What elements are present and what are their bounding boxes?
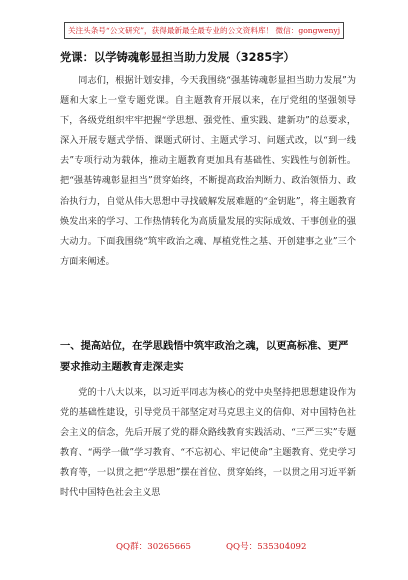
section-1-heading: 一、提高站位，在学思践悟中筑牢政治之魂，以更高标准、更严要求推动主题教育走深走实 <box>60 340 349 373</box>
section-1-body <box>60 383 356 504</box>
intro-section <box>60 71 356 272</box>
header-banner: 关注头条号“公文研究”，获得最新最全最专业的公文资料库！ 微信：gongwenyj <box>64 22 344 39</box>
footer-qq-group: QQ群：30265665 <box>116 542 192 552</box>
document-title: 党课：以学铸魂彰显担当助力发展（3285字） <box>60 51 295 64</box>
intro-paragraph: 同志们，根据计划安排，今天我围绕“强基铸魂彰显担当助力发展”为题和大家上一堂专题党课。自主题教育开展以来，在厅党组的坚强领导下，各级党组织牢牢把握“学思想、强党性、重实践、建新功”的总要求，深入开展专题式学悟、课题式研讨、主题式学习、问题式改，以“到一线去”专项行动为载体，推动主题教育更加具有基础性、实践性与创新性。把“强基铸魂彰显担当”贯穿始终，不断提高政治判断力、政治领悟力、政治执行力，自觉从伟大思想中寻找破解发展难题的“金钥匙”，将主题教育焕发出来的学习、工作热情转化为高质量发展的实际成效、干事创业的强大动力。下面我围绕“筑牢政治之魂、厚植党性之基、开创建事之业”三个方面来阐述。 <box>60 76 356 267</box>
footer-qq-number: QQ号：535304092 <box>226 542 307 552</box>
section-1-paragraph: 党的十八大以来，以习近平同志为核心的党中央坚持把思想建设作为党的基础性建设，引导党员干部坚定对马克思主义的信仰、对中国特色社会主义的信念，先后开展了党的群众路线教育实践活动、“三严三实”专题教育、“两学一做”学习教育、“不忘初心、牢记使命”主题教育、党史学习教育等，一以贯之把“学思想”摆在首位、贯穿始终，一以贯之用习近平新时代中国特色社会主义思 <box>60 388 356 499</box>
